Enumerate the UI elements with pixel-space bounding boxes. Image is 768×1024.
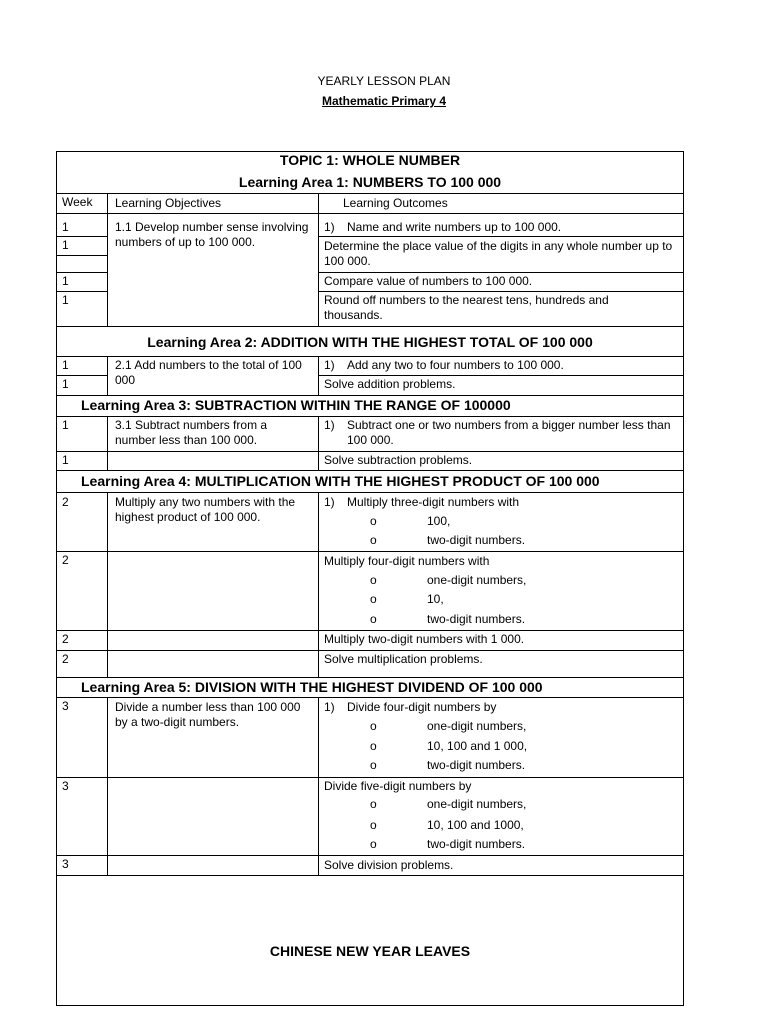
learning-area-1-title: Learning Area 1: NUMBERS TO 100 000 bbox=[238, 174, 502, 190]
rule bbox=[318, 193, 319, 326]
outcome-subitem: one-digit numbers, bbox=[427, 573, 527, 587]
bullet-icon: o bbox=[370, 837, 377, 851]
bullet-icon: o bbox=[370, 533, 377, 547]
bullet-icon: o bbox=[370, 797, 377, 811]
outcome-cell: Solve subtraction problems. bbox=[324, 453, 473, 467]
bullet-icon: o bbox=[370, 514, 377, 528]
week-cell: 2 bbox=[62, 553, 69, 567]
column-header-objectives: Learning Objectives bbox=[115, 196, 222, 210]
rule bbox=[56, 492, 684, 493]
outcome-cell: Multiply two-digit numbers with 1 000. bbox=[324, 632, 525, 646]
rule bbox=[56, 650, 684, 651]
column-header-week: Week bbox=[62, 195, 93, 209]
outcome-cell: Solve addition problems. bbox=[324, 377, 456, 391]
rule bbox=[56, 451, 684, 452]
rule bbox=[56, 630, 684, 631]
bullet-icon: o bbox=[370, 592, 377, 606]
week-cell: 2 bbox=[62, 632, 69, 646]
learning-area-5-title: Learning Area 5: DIVISION WITH THE HIGHEST DIVIDEND OF 100 000 bbox=[81, 679, 543, 695]
outcome-cell: Divide four-digit numbers by bbox=[347, 700, 497, 714]
bullet-icon: o bbox=[370, 739, 377, 753]
outcome-subitem: two-digit numbers. bbox=[427, 533, 526, 547]
outcome-cell: Solve division problems. bbox=[324, 858, 454, 872]
rule bbox=[56, 416, 684, 417]
week-cell: 1 bbox=[62, 377, 69, 391]
bullet-icon: o bbox=[370, 719, 377, 733]
bullet-icon: o bbox=[370, 612, 377, 626]
rule bbox=[56, 855, 684, 856]
rule bbox=[107, 697, 108, 875]
week-cell: 1 bbox=[62, 293, 69, 307]
rule bbox=[107, 416, 108, 470]
bullet-icon: o bbox=[370, 818, 377, 832]
rule bbox=[56, 213, 684, 214]
rule bbox=[56, 326, 684, 327]
week-cell: 1 bbox=[62, 358, 69, 372]
rule bbox=[56, 551, 684, 552]
rule bbox=[56, 272, 108, 273]
document-subtitle: Mathematic Primary 4 bbox=[321, 94, 447, 108]
rule bbox=[56, 875, 684, 876]
rule bbox=[318, 375, 684, 376]
outcome-subitem: two-digit numbers. bbox=[427, 837, 526, 851]
outcome-subitem: two-digit numbers. bbox=[427, 612, 526, 626]
rule bbox=[56, 255, 108, 256]
outcome-subitem: 100, bbox=[427, 514, 451, 528]
bullet-icon: o bbox=[370, 758, 377, 772]
week-cell: 1 bbox=[62, 453, 69, 467]
rule bbox=[56, 291, 108, 292]
outcome-cell: Name and write numbers up to 100 000. bbox=[347, 220, 562, 234]
rule bbox=[318, 492, 319, 677]
week-cell: 3 bbox=[62, 699, 69, 713]
week-cell: 1 bbox=[62, 220, 69, 234]
outcome-subitem: 10, bbox=[427, 592, 444, 606]
learning-area-2-title: Learning Area 2: ADDITION WITH THE HIGHEST TOTAL OF 100 000 bbox=[147, 334, 593, 350]
outcome-subitem: one-digit numbers, bbox=[427, 797, 527, 811]
outcome-subitem: one-digit numbers, bbox=[427, 719, 527, 733]
rule bbox=[318, 356, 319, 395]
bullet-icon: o bbox=[370, 573, 377, 587]
rule bbox=[318, 236, 684, 237]
outcome-cell: Round off numbers to the nearest tens, hundreds and thousands. bbox=[324, 293, 609, 322]
rule bbox=[56, 356, 684, 357]
outcome-subitem: 10, 100 and 1000, bbox=[427, 818, 524, 832]
outcome-cell: Subtract one or two numbers from a bigger number less than 100 000. bbox=[347, 418, 671, 447]
week-cell: 2 bbox=[62, 652, 69, 666]
outcome-cell: Add any two to four numbers to 100 000. bbox=[347, 358, 564, 372]
outcome-cell: Divide five-digit numbers by bbox=[324, 779, 472, 793]
rule bbox=[318, 697, 319, 875]
rule bbox=[107, 193, 108, 326]
outcome-number: 1) bbox=[324, 418, 335, 432]
outcome-cell: Compare value of numbers to 100 000. bbox=[324, 274, 533, 288]
learning-area-3-title: Learning Area 3: SUBTRACTION WITHIN THE RANGE OF 100000 bbox=[81, 397, 511, 413]
learning-area-4-title: Learning Area 4: MULTIPLICATION WITH THE HIGHEST PRODUCT OF 100 000 bbox=[81, 473, 600, 489]
rule bbox=[56, 777, 684, 778]
column-header-outcomes: Learning Outcomes bbox=[343, 196, 448, 210]
week-cell: 1 bbox=[62, 418, 69, 432]
topic-title: TOPIC 1: WHOLE NUMBER bbox=[279, 152, 461, 168]
outcome-subitem: 10, 100 and 1 000, bbox=[427, 739, 528, 753]
outcome-cell: Solve multiplication problems. bbox=[324, 652, 483, 666]
rule bbox=[318, 416, 319, 470]
rule bbox=[107, 492, 108, 677]
document-title: YEARLY LESSON PLAN bbox=[317, 74, 451, 88]
rule bbox=[56, 193, 684, 194]
objective-cell: Divide a number less than 100 000 by a two-digit numbers. bbox=[115, 700, 301, 729]
week-cell: 2 bbox=[62, 495, 69, 509]
rule bbox=[318, 291, 684, 292]
objective-cell: 3.1 Subtract numbers from a number less than 100 000. bbox=[115, 418, 268, 447]
outcome-number: 1) bbox=[324, 700, 335, 714]
outcome-number: 1) bbox=[324, 495, 335, 509]
week-cell: 1 bbox=[62, 238, 69, 252]
outcome-number: 1) bbox=[324, 358, 335, 372]
week-cell: 3 bbox=[62, 779, 69, 793]
week-cell: 3 bbox=[62, 857, 69, 871]
outcome-cell: Multiply three-digit numbers with bbox=[347, 495, 520, 509]
week-cell: 1 bbox=[62, 274, 69, 288]
objective-cell: Multiply any two numbers with the highest product of 100 000. bbox=[115, 495, 296, 524]
rule bbox=[56, 470, 684, 471]
rule bbox=[318, 272, 684, 273]
holiday-note: CHINESE NEW YEAR LEAVES bbox=[269, 943, 471, 959]
rule bbox=[56, 697, 684, 698]
outcome-cell: Determine the place value of the digits in any whole number up to 100 000. bbox=[324, 239, 673, 268]
outcome-subitem: two-digit numbers. bbox=[427, 758, 526, 772]
outcome-number: 1) bbox=[324, 220, 335, 234]
objective-cell: 2.1 Add numbers to the total of 100 000 bbox=[115, 358, 302, 387]
rule bbox=[56, 236, 108, 237]
outcome-cell: Multiply four-digit numbers with bbox=[324, 554, 490, 568]
rule bbox=[107, 356, 108, 395]
rule bbox=[56, 375, 108, 376]
objective-cell: 1.1 Develop number sense involving numbers of up to 100 000. bbox=[115, 220, 309, 249]
